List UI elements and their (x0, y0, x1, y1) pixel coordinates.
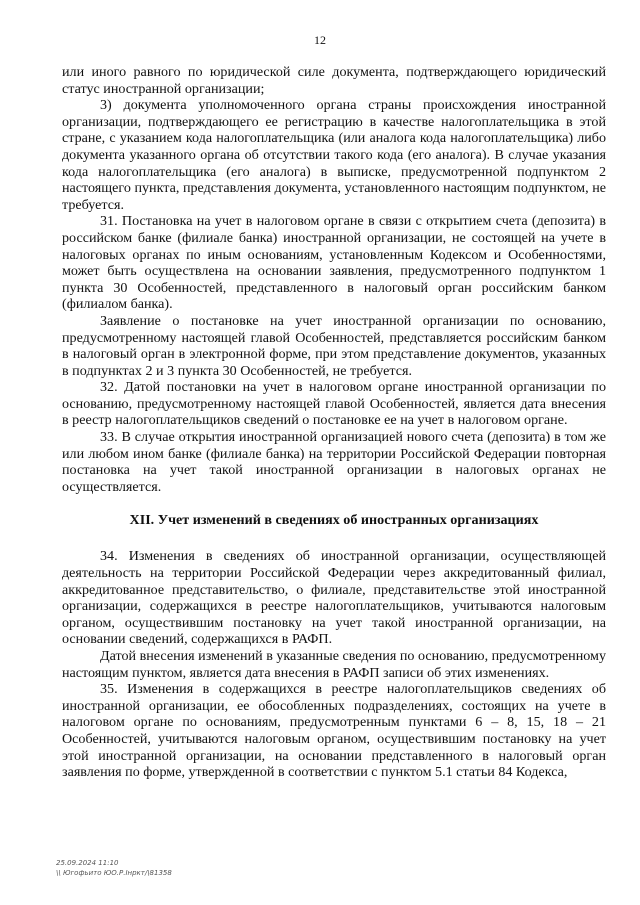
page-number: 12 (314, 33, 326, 47)
stamp-id: \\ Югофьито ЮО.Р.Інркт/\81358 (56, 869, 172, 877)
paragraph: или иного равного по юридической силе документа, подтверждающего юридический статус иностранной организации; (62, 64, 606, 97)
document-body (62, 64, 606, 781)
paragraph: Датой внесения изменений в указанные сведения по основанию, предусмотренному настоящим пунктом, является дата внесения в РАФП записи об этих изменениях. (62, 648, 606, 681)
paragraph: 34. Изменения в сведениях об иностранной организации, осуществляющей деятельность на территории Российской Федерации через аккредитованный филиал, аккредитованное представительство, о филиале, представительстве этой иностранной организации, содержащихся в реестре налогоплательщиков, учитываются налоговым органом, осуществившим постановку на учет такой иностранной организации, на основании сведений, содержащихся в РАФП. (62, 548, 606, 648)
paragraph: 32. Датой постановки на учет в налоговом органе иностранной организации по основанию, предусмотренному настоящей главой Особенностей, является дата внесения в реестр налогоплательщиков сведений о постановке ее на учет в налоговом органе. (62, 379, 606, 429)
paragraph: 33. В случае открытия иностранной организацией нового счета (депозита) в том же или любом ином банке (филиале банка) на территории Российской Федерации повторная постановка на учет такой иностранной организации в налоговых органах не осуществляется. (62, 429, 606, 495)
stamp-date: 25.09.2024 11:10 (56, 859, 119, 867)
paragraph: Заявление о постановке на учет иностранной организации по основанию, предусмотренному настоящей главой Особенностей, представляется российским банком в налоговый орган в электронной форме, при этом представление документов, указанных в подпунктах 2 и 3 пункта 30 Особенностей, не требуется. (62, 312, 606, 379)
paragraph: 31. Постановка на учет в налоговом органе в связи с открытием счета (депозита) в российском банке (филиале банка) иностранной организации, не состоящей на учете в налоговых органах по иным основаниям, установленным Кодексом и Особенностями, может быть осуществлена на основании заявления, предусмотренного подпунктом 1 пункта 30 Особенностей, представленного в налоговый орган российским банком (филиалом банка). (62, 213, 606, 313)
paragraph: 35. Изменения в содержащихся в реестре налогоплательщиков сведениях об иностранной организации, ее обособленных подразделениях, состоящих на учете в налоговом органе по основаниям, предусмотренным пунктами 6 – 8, 15, 18 – 21 Особенностей, учитываются налоговым органом, осуществившим постановку на учет этой иностранной организации, на основании представленного в налоговый орган заявления по форме, утвержденной в соответствии с пунктом 5.1 статьи 84 Кодекса, (62, 681, 606, 781)
section-heading: XII. Учет изменений в сведениях об иностранных организациях (129, 512, 539, 529)
paragraph: 3) документа уполномоченного органа страны происхождения иностранной организации, подтверждающего ее регистрацию в качестве налогоплательщика в этой стране, с указанием кода налогоплательщика (или аналога кода налогоплательщика) либо документа указанного органа об отсутствии такого кода (его аналога). В случае указания кода налогоплательщика (его аналога) в выписке, предусмотренной подпунктом 2 настоящего пункта, представления документа, установленного настоящим подпунктом, не требуется. (62, 97, 606, 213)
electronic-signature-stamp (56, 858, 172, 878)
